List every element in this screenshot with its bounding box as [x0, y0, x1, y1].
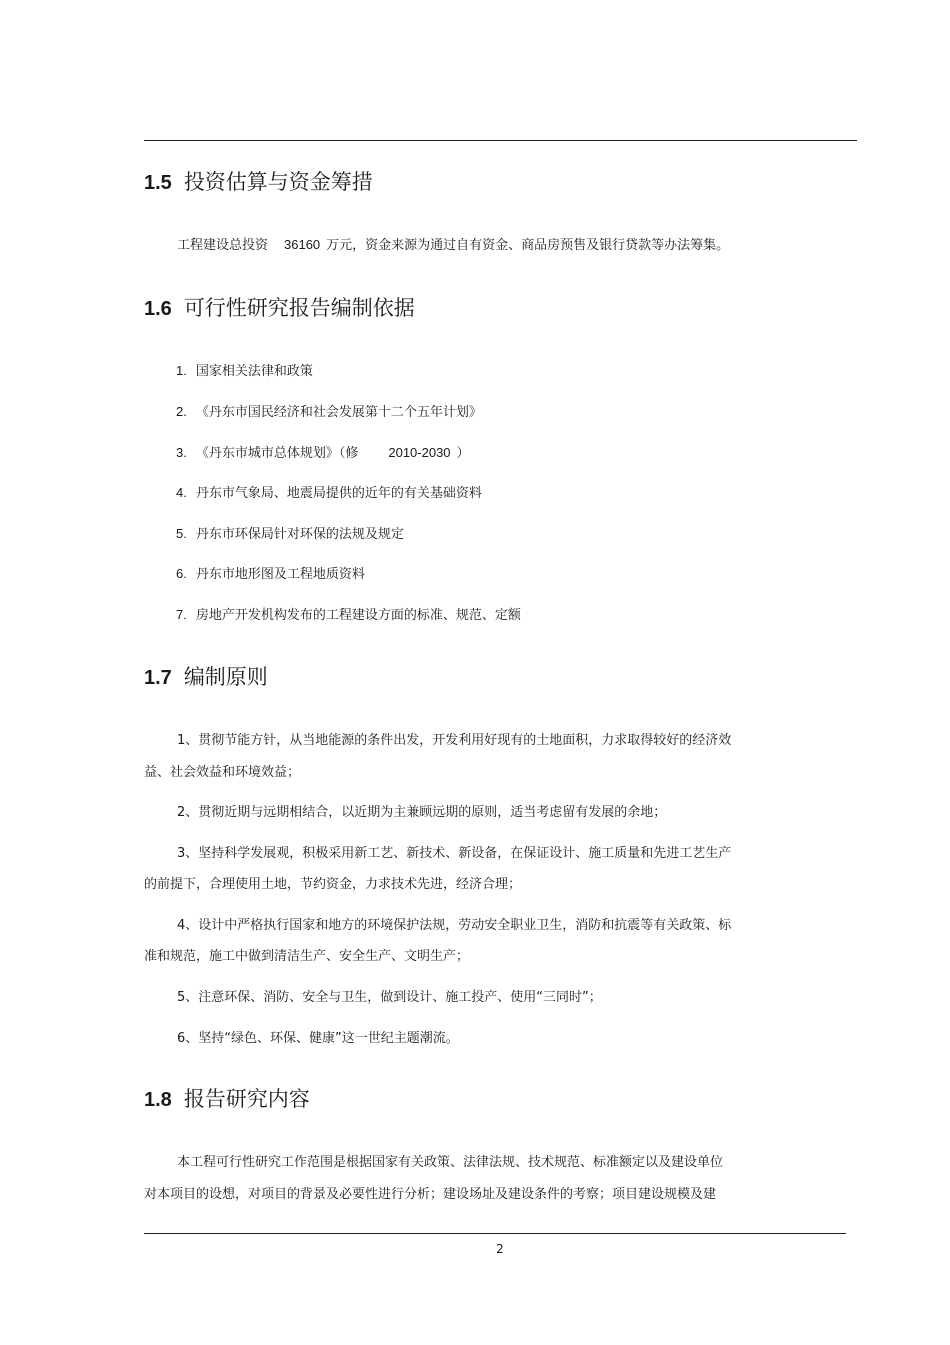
section-title: 投资估算与资金筹措	[183, 170, 373, 194]
list-item	[176, 604, 521, 623]
paragraph-text: 工程建设总投资	[177, 238, 269, 253]
list-number: 2.	[176, 404, 187, 419]
investment-amount: 36160	[284, 237, 321, 252]
principle-line: 4、设计中严格执行国家和地方的环境保护法规，劳动安全职业卫生，消防和抗震等有关政策、标	[177, 918, 732, 933]
footer-rule	[144, 1233, 846, 1234]
principle-line: 准和规范，施工中做到清洁生产、安全生产、文明生产；	[144, 949, 470, 964]
list-item	[176, 442, 470, 461]
content-line: 对本项目的设想，对项目的背景及必要性进行分析；建设场址及建设条件的考察；项目建设规模及建	[144, 1187, 717, 1202]
principle-line: 5、注意环保、消防、安全与卫生，做到设计、施工投产、使用“三同时”；	[177, 990, 602, 1005]
list-text: 丹东市环保局针对环保的法规及规定	[195, 527, 404, 542]
section-title: 编制原则	[183, 665, 268, 689]
list-text: 房地产开发机构发布的工程建设方面的标准、规范、定额	[195, 608, 521, 623]
principle-line: 6、坚持“绿色、环保、健康”这一世纪主题潮流。	[177, 1031, 459, 1046]
content-line: 本工程可行性研究工作范围是根据国家有关政策、法律法规、技术规范、标准额定以及建设单位	[177, 1155, 724, 1170]
list-text: 国家相关法律和政策	[195, 364, 313, 379]
principle-line: 1、贯彻节能方针，从当地能源的条件出发，开发利用好现有的土地面积，力求取得较好的经济效	[177, 733, 732, 748]
list-text: 2010-2030	[388, 445, 451, 460]
paragraph-text: 万元，资金来源为通过自有资金、商品房预售及银行贷款等办法筹集。	[326, 238, 730, 253]
principle-line: 3、坚持科学发展观，积极采用新工艺、新技术、新设备，在保证设计、施工质量和先进工艺生产	[177, 846, 732, 861]
section-heading-1-5	[144, 166, 373, 196]
list-number: 1.	[176, 363, 187, 378]
investment-paragraph	[177, 234, 729, 253]
list-text: 丹东市地形图及工程地质资料	[195, 567, 365, 582]
section-title: 报告研究内容	[183, 1087, 310, 1111]
list-text: 丹东市气象局、地震局提供的近年的有关基础资料	[195, 486, 482, 501]
header-rule	[144, 140, 857, 141]
list-number: 5.	[176, 526, 187, 541]
section-heading-1-7	[144, 661, 268, 691]
list-item	[176, 482, 482, 501]
list-item	[176, 401, 482, 420]
list-item	[176, 563, 365, 582]
list-number: 7.	[176, 607, 187, 622]
list-number: 3.	[176, 445, 187, 460]
section-number: 1.7	[144, 667, 172, 689]
section-title: 可行性研究报告编制依据	[183, 296, 415, 320]
list-item	[176, 360, 313, 379]
principle-line: 的前提下，合理使用土地，节约资金，力求技术先进，经济合理；	[144, 877, 522, 892]
list-text: ）	[456, 446, 470, 461]
principle-line: 2、贯彻近期与远期相结合，以近期为主兼顾远期的原则，适当考虑留有发展的余地；	[177, 805, 667, 820]
list-number: 6.	[176, 566, 187, 581]
section-number: 1.8	[144, 1089, 172, 1111]
section-heading-1-6	[144, 292, 415, 322]
list-text: 《丹东市国民经济和社会发展第十二个五年计划》	[195, 405, 482, 420]
list-item	[176, 523, 404, 542]
principle-line: 益、社会效益和环境效益；	[144, 765, 301, 780]
page-number: 2	[496, 1242, 504, 1256]
section-heading-1-8	[144, 1083, 310, 1113]
section-number: 1.5	[144, 172, 172, 194]
list-number: 4.	[176, 485, 187, 500]
section-number: 1.6	[144, 298, 172, 320]
list-text: 《丹东市城市总体规划》（修	[195, 446, 359, 461]
